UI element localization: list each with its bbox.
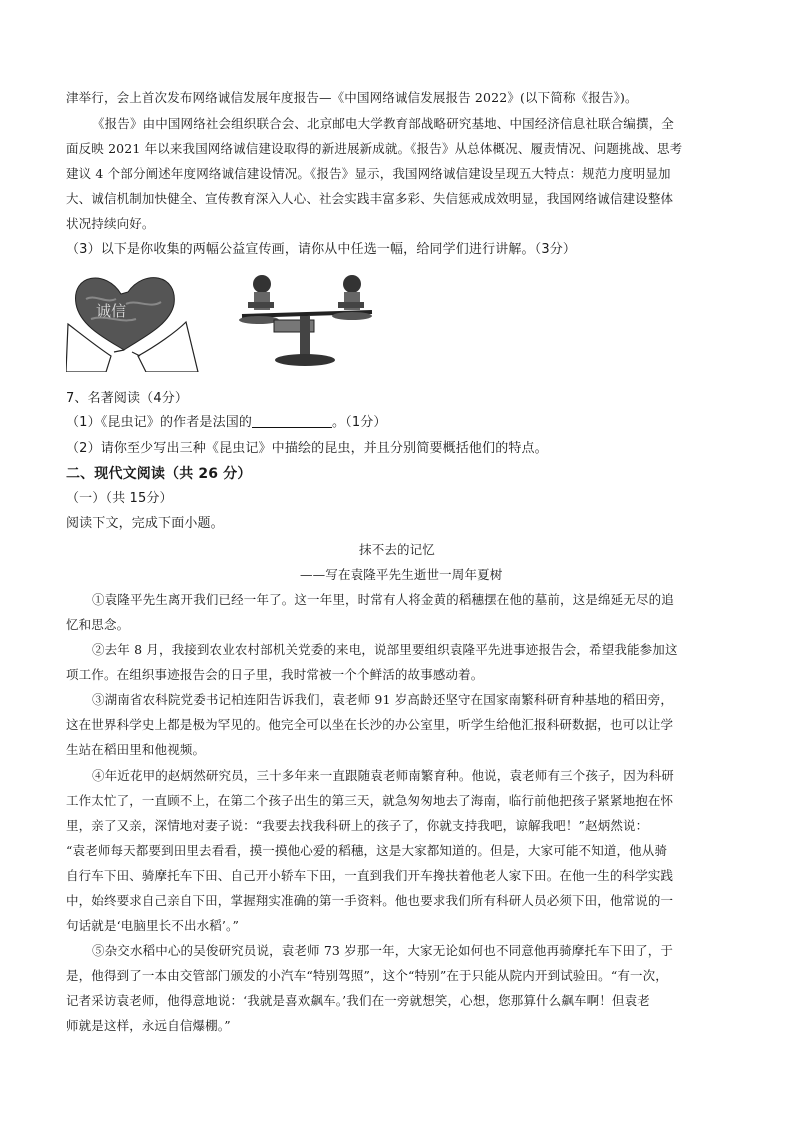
article-line: 里，亲了又亲，深情地对妻子说：“我要去找我科研上的孩子了，你就支持我吧，谅解我吧！”赵炳然说： (66, 818, 649, 833)
report-paragraph-line: 大、诚信机制加快健全、宣传教育深入人心、社会实践丰富多彩、失信惩戒成效明显，我国网络诚信建设整体 (66, 191, 674, 206)
article-line: ④年近花甲的赵炳然研究员，三十多年来一直跟随袁老师南繁育种。他说，袁老师有三个孩子，因为科研 (92, 768, 674, 783)
article-line: ②去年 8 月，我接到农业农村部机关党委的来电，说部里要组织袁隆平先进事迹报告会，希望我能参加这 (92, 642, 678, 657)
article-line: 忆和思念。 (66, 617, 130, 632)
article-line: 工作太忙了，一直顾不上，在第二个孩子出生的第三天，就急匆匆地去了海南，临行前他把孩子紧紧地抱在怀 (66, 793, 674, 808)
article-line: ⑤杂交水稻中心的吴俊研究员说，袁老师 73 岁那一年，大家无论如何也不同意他再骑摩托车下田了，于 (92, 943, 674, 958)
section-2-title: 二、现代文阅读（共 26 分） (66, 466, 252, 482)
article-line: “袁老师每天都要到田里去看看，摸一摸他心爱的稻穗，这是大家都知道的。但是，大家可能不知道，他从骑 (66, 843, 668, 858)
article-line: 这在世界科学史上都是极为罕见的。他完全可以坐在长沙的办公室里，听学生给他汇报科研数据，也可以让学 (66, 717, 674, 732)
report-paragraph-line: 状况持续向好。 (66, 216, 155, 231)
report-paragraph-line: 面反映 2021 年以来我国网络诚信建设取得的新进展新成就。《报告》从总体概况、履责情况、问题挑战、思考 (66, 141, 683, 156)
article-line: 项工作。在组织事迹报告会的日子里，我时常被一个个鲜活的故事感动着。 (66, 667, 484, 682)
article-line: 句话就是‘电脑里长不出水稻’。” (66, 918, 239, 933)
article-subtitle: ——写在袁隆平先生逝世一周年夏树 (300, 567, 503, 582)
poster-balance-scale-image (234, 264, 374, 372)
report-paragraph-line: 建议 4 个部分阐述年度网络诚信建设情况。《报告》显示，我国网络诚信建设呈现五大特点：规范力度明显加 (66, 166, 671, 181)
section-2-part-1: （一）（共 15分） (66, 491, 173, 506)
article-line: 是，他得到了一本由交管部门颁发的小汽车“特别驾照”，这个“特别”在于只能从院内开到试验田。“有一次， (66, 968, 668, 983)
article-line: ③湖南省农科院党委书记柏连阳告诉我们，袁老师 91 岁高龄还坚守在国家南繁科研育种基地的稻田旁， (92, 692, 674, 707)
question-7-title: 7、名著阅读（4分） (66, 391, 189, 406)
article-line: 记者采访袁老师，他得意地说：‘我就是喜欢飙车。’我们在一旁就想笑，心想，您那算什么飙车啊！但袁老 (66, 993, 650, 1008)
intro-text-line: 津举行，会上首次发布网络诚信发展年度报告—《中国网络诚信发展报告 2022》(以下简称《报告》)。 (66, 90, 638, 105)
article-title: 抹不去的记忆 (359, 542, 435, 557)
poster-heart-chars: 诚信 (96, 302, 127, 320)
question-3: （3）以下是你收集的两幅公益宣传画，请你从中任选一幅，给同学们进行讲解。（3分） (66, 242, 577, 257)
article-line: 中，始终要求自己亲自下田，掌握翔实准确的第一手资料。他也要求我们所有科研人员必须下田，他常说的一 (66, 893, 674, 908)
question-7-sub2: （2）请你至少写出三种《昆虫记》中描绘的昆虫，并且分别简要概括他们的特点。 (66, 441, 548, 456)
article-line: 自行车下田、骑摩托车下田、自己开小轿车下田，一直到我们开车搀扶着他老人家下田。在他一生的科学实践 (66, 868, 674, 883)
article-line: 生站在稻田里和他视频。 (66, 742, 206, 757)
article-line: 师就是这样，永远自信爆棚。” (66, 1018, 231, 1033)
report-paragraph-line: 《报告》由中国网络社会组织联合会、北京邮电大学教育部战略研究基地、中国经济信息社联合编撰，全 (92, 116, 674, 131)
poster-heart-hands-image (66, 264, 206, 372)
article-line: ①袁隆平先生离开我们已经一年了。这一年里，时常有人将金黄的稻穗摆在他的墓前，这是绵延无尽的追 (92, 592, 674, 607)
question-7-sub1: （1）《昆虫记》的作者是法国的 。（1分） (66, 415, 387, 430)
reading-instruction: 阅读下文，完成下面小题。 (66, 516, 224, 531)
answer-blank[interactable] (252, 413, 332, 428)
